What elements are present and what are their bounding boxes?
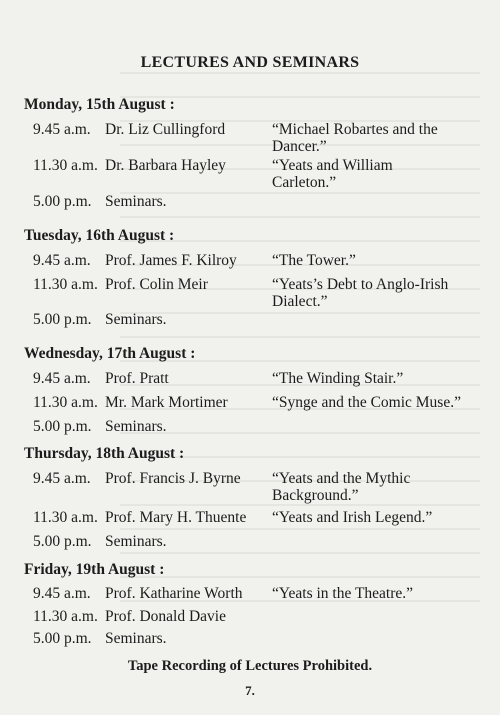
session-speaker: Dr. Barbara Hayley <box>105 157 226 174</box>
session-speaker: Seminars. <box>105 630 167 647</box>
day-heading-thursday: Thursday, 18th August : <box>24 445 185 462</box>
session-topic: “Synge and the Comic Muse.” <box>272 394 461 411</box>
session-speaker: Seminars. <box>105 311 167 328</box>
session-topic: “Yeats’s Debt to Anglo-Irish Dialect.” <box>272 276 449 310</box>
session-time: 5.00 p.m. <box>33 418 92 435</box>
session-time: 9.45 a.m. <box>33 121 91 138</box>
session-time: 9.45 a.m. <box>33 252 91 269</box>
session-time: 5.00 p.m. <box>33 311 92 328</box>
session-topic: “Michael Robartes and the Dancer.” <box>272 121 438 155</box>
session-speaker: Prof. Donald Davie <box>105 608 226 625</box>
session-speaker: Prof. Pratt <box>105 370 169 387</box>
session-topic: “The Tower.” <box>272 252 356 269</box>
session-time: 11.30 a.m. <box>33 276 98 293</box>
session-time: 5.00 p.m. <box>33 630 92 647</box>
session-time: 11.30 a.m. <box>33 509 98 526</box>
session-speaker: Prof. James F. Kilroy <box>105 252 237 269</box>
session-speaker: Seminars. <box>105 533 167 550</box>
day-heading-tuesday: Tuesday, 16th August : <box>24 227 175 244</box>
recording-notice: Tape Recording of Lectures Prohibited. <box>127 658 373 674</box>
session-topic: “Yeats and William Carleton.” <box>272 157 393 191</box>
session-time: 5.00 p.m. <box>33 533 92 550</box>
session-time: 11.30 a.m. <box>33 394 98 411</box>
day-heading-friday: Friday, 19th August : <box>24 561 165 578</box>
session-speaker: Prof. Colin Meir <box>105 276 208 293</box>
session-time: 9.45 a.m. <box>33 585 91 602</box>
session-topic: “The Winding Stair.” <box>272 370 404 387</box>
session-speaker: Dr. Liz Cullingford <box>105 121 226 138</box>
session-speaker: Mr. Mark Mortimer <box>105 394 228 411</box>
session-topic: “Yeats in the Theatre.” <box>272 585 414 602</box>
page-number: 7. <box>245 683 255 698</box>
session-time: 9.45 a.m. <box>33 370 91 387</box>
session-speaker: Prof. Francis J. Byrne <box>105 470 241 487</box>
session-speaker: Prof. Mary H. Thuente <box>105 509 247 526</box>
session-speaker: Seminars. <box>105 193 167 210</box>
day-heading-wednesday: Wednesday, 17th August : <box>24 345 196 362</box>
session-topic: “Yeats and Irish Legend.” <box>272 509 433 526</box>
session-topic: “Yeats and the Mythic Background.” <box>272 470 411 504</box>
page-title: LECTURES AND SEMINARS <box>140 54 360 71</box>
session-time: 5.00 p.m. <box>33 193 92 210</box>
session-time: 11.30 a.m. <box>33 608 98 625</box>
session-speaker: Prof. Katharine Worth <box>105 585 243 602</box>
day-heading-monday: Monday, 15th August : <box>24 96 175 113</box>
session-time: 9.45 a.m. <box>33 470 91 487</box>
session-time: 11.30 a.m. <box>33 157 98 174</box>
session-speaker: Seminars. <box>105 418 167 435</box>
